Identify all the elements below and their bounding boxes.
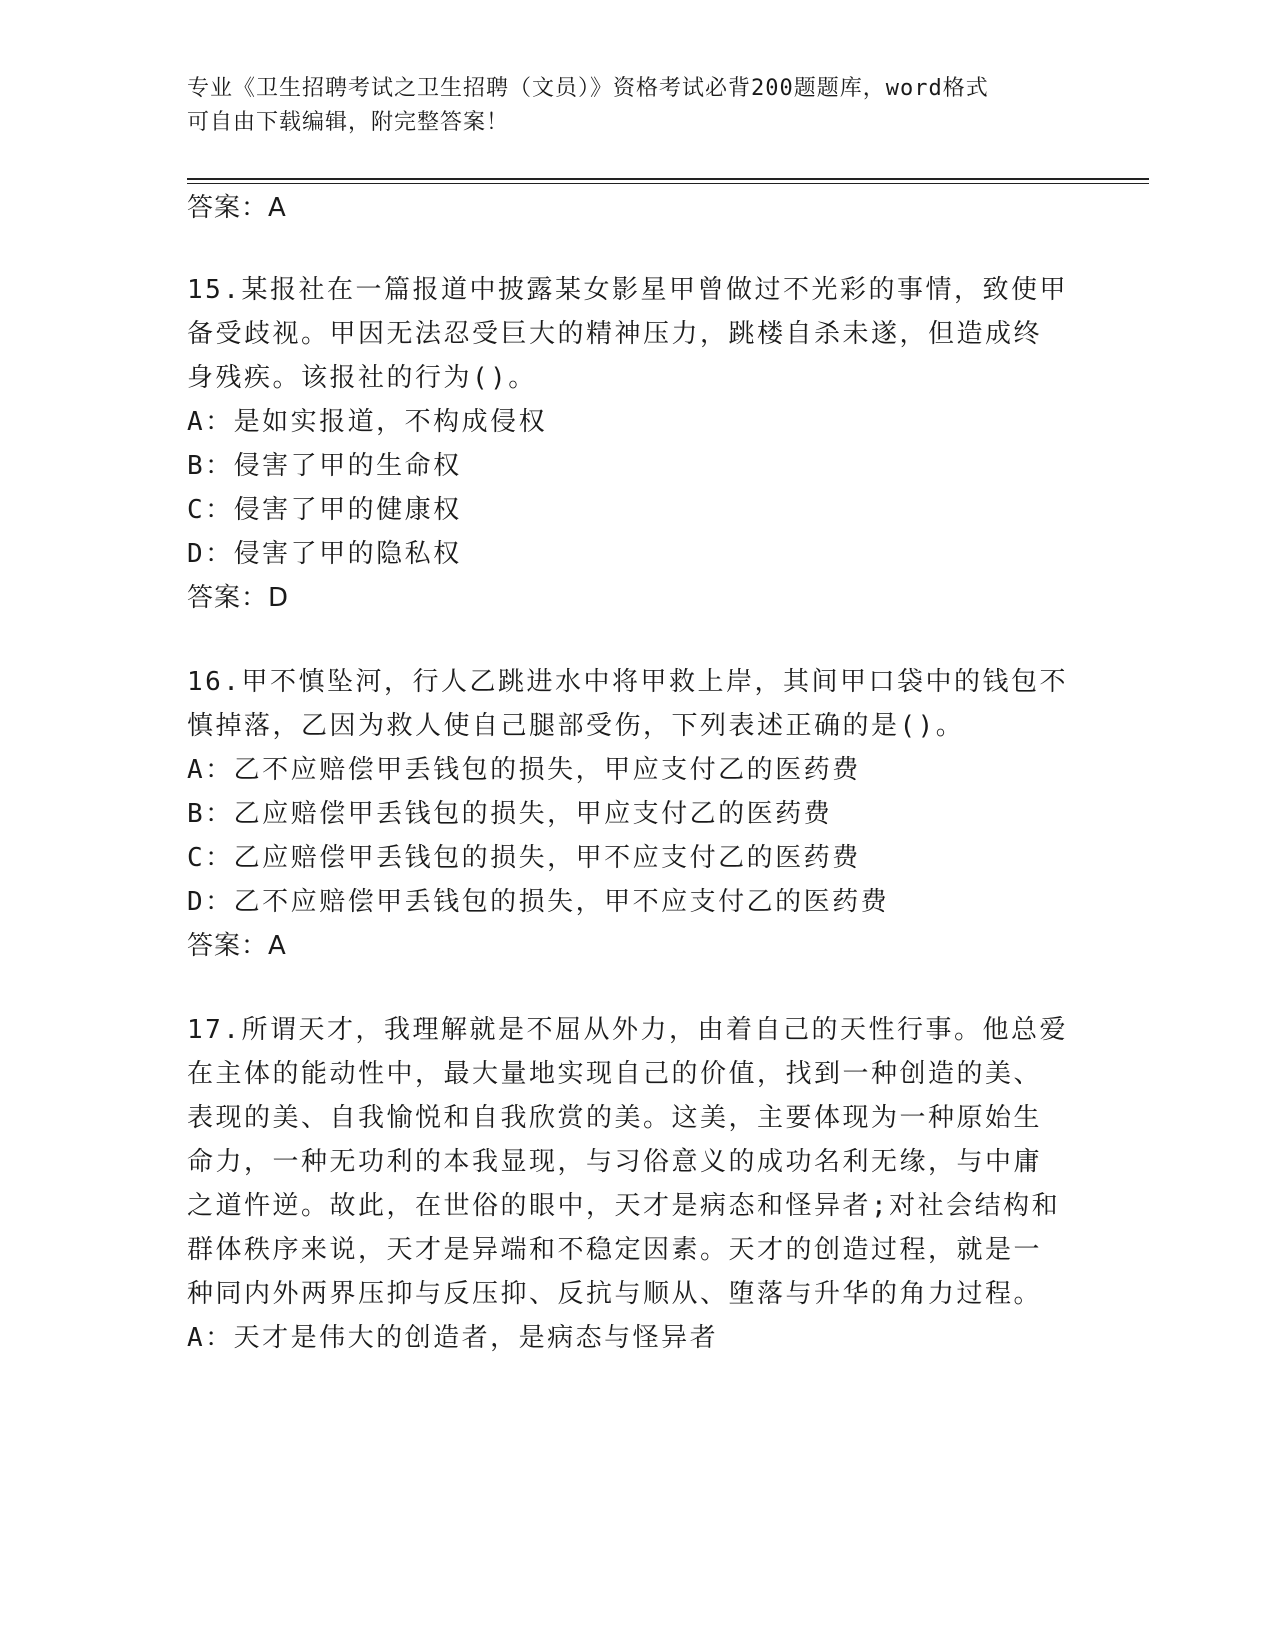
- question-text-line: 备受歧视。甲因无法忍受巨大的精神压力，跳楼自杀未遂，但造成终: [187, 319, 1043, 349]
- option-b: B：乙应赔偿甲丢钱包的损失，甲应支付乙的医药费: [187, 799, 833, 829]
- answer-line: 答案：A: [187, 931, 287, 961]
- question-text-line: 在主体的能动性中，最大量地实现自己的价值，找到一种创造的美、: [187, 1059, 1043, 1089]
- option-c: C：乙应赔偿甲丢钱包的损失，甲不应支付乙的医药费: [187, 843, 861, 873]
- header-line-1: 专业《卫生招聘考试之卫生招聘（文员）》资格考试必背200题题库，word格式: [187, 76, 989, 101]
- question-text-line: 命力，一种无功利的本我显现，与习俗意义的成功名利无缘，与中庸: [187, 1147, 1043, 1177]
- question-text-line: 表现的美、自我愉悦和自我欣赏的美。这美，主要体现为一种原始生: [187, 1103, 1043, 1133]
- option-d: D：侵害了甲的隐私权: [187, 539, 462, 569]
- header-divider-thin: [187, 183, 1149, 184]
- question-text-line: 15.某报社在一篇报道中披露某女影星甲曾做过不光彩的事情，致使甲: [187, 275, 1068, 305]
- question-text-line: 17.所谓天才，我理解就是不屈从外力，由着自己的天性行事。他总爱: [187, 1015, 1068, 1045]
- option-b: B：侵害了甲的生命权: [187, 451, 462, 481]
- header-divider-thick: [187, 178, 1149, 180]
- page-header: [187, 72, 1067, 140]
- option-d: D：乙不应赔偿甲丢钱包的损失，甲不应支付乙的医药费: [187, 887, 890, 917]
- option-a: A：乙不应赔偿甲丢钱包的损失，甲应支付乙的医药费: [187, 755, 861, 785]
- option-c: C：侵害了甲的健康权: [187, 495, 462, 525]
- option-a: A：天才是伟大的创造者，是病态与怪异者: [187, 1323, 719, 1353]
- answer-line: 答案：D: [187, 583, 290, 613]
- question-text-line: 16.甲不慎坠河，行人乙跳进水中将甲救上岸，其间甲口袋中的钱包不: [187, 667, 1068, 697]
- question-text-line: 种同内外两界压抑与反压抑、反抗与顺从、堕落与升华的角力过程。: [187, 1279, 1043, 1309]
- question-text-line: 群体秩序来说，天才是异端和不稳定因素。天才的创造过程，就是一: [187, 1235, 1043, 1265]
- header-line-2: 可自由下载编辑，附完整答案！: [187, 110, 510, 135]
- option-a: A：是如实报道，不构成侵权: [187, 407, 548, 437]
- answer-line: 答案：A: [187, 193, 287, 223]
- question-text-line: 身残疾。该报社的行为()。: [187, 363, 537, 393]
- question-text-line: 慎掉落，乙因为救人使自己腿部受伤，下列表述正确的是()。: [187, 711, 965, 741]
- question-text-line: 之道忤逆。故此，在世俗的眼中，天才是病态和怪异者;对社会结构和: [187, 1191, 1061, 1221]
